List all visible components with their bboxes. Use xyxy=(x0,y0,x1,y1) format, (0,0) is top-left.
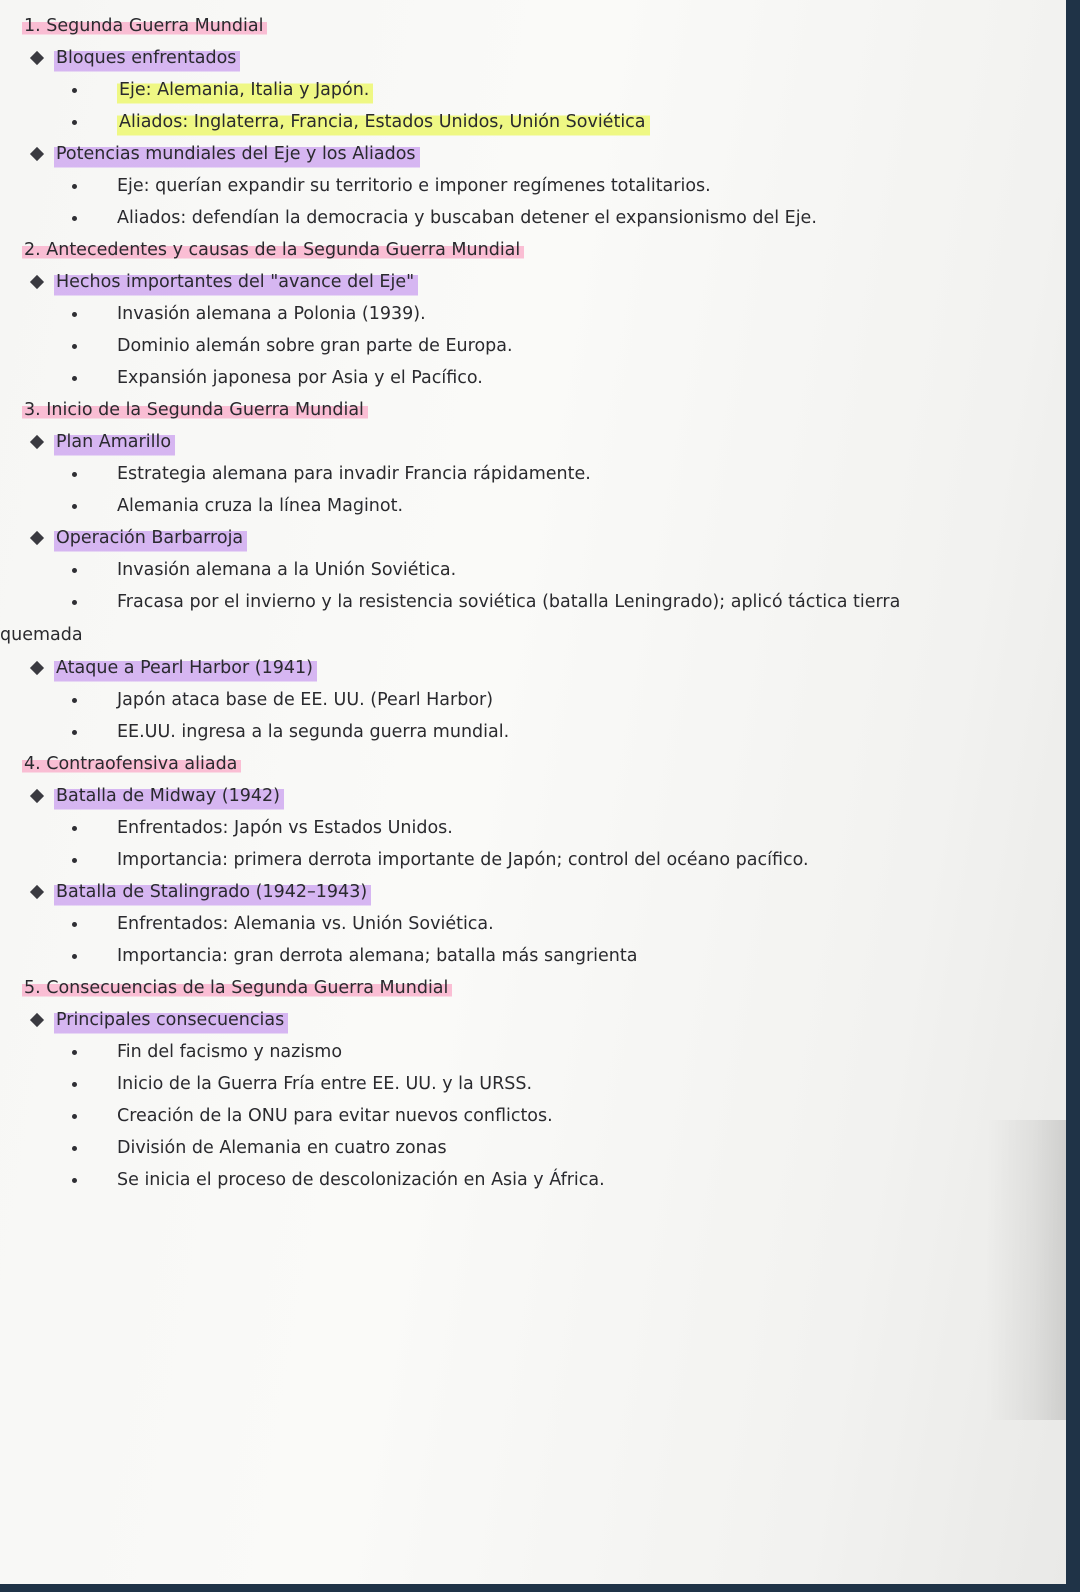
list-item xyxy=(72,202,1066,234)
list-item xyxy=(72,844,1066,876)
section-title xyxy=(22,10,1066,42)
dot-bullet-icon xyxy=(72,1050,77,1055)
list-item-continuation: quemada xyxy=(0,625,83,645)
subsection-heading xyxy=(28,138,1066,170)
section-title-text: 5. Consecuencias de la Segunda Guerra Mundial xyxy=(22,978,452,998)
section-title-text: 1. Segunda Guerra Mundial xyxy=(22,16,267,36)
list-item xyxy=(72,1100,1066,1132)
list-item xyxy=(72,554,1066,586)
list-item-text: Invasión alemana a Polonia (1939). xyxy=(117,304,426,324)
dot-bullet-icon xyxy=(72,698,77,703)
section xyxy=(0,394,1066,748)
diamond-bullet-icon xyxy=(30,661,44,675)
dot-bullet-icon xyxy=(72,826,77,831)
subsection-title: Plan Amarillo xyxy=(54,426,175,458)
diamond-bullet-icon xyxy=(30,147,44,161)
list-item xyxy=(72,586,1066,618)
list-item xyxy=(72,812,1066,844)
dot-bullet-icon xyxy=(72,216,77,221)
list-item xyxy=(72,330,1066,362)
list-item-text: Eje: Alemania, Italia y Japón. xyxy=(117,74,373,106)
list-item-text: Se inicia el proceso de descolonización en Asia y África. xyxy=(117,1170,605,1190)
dot-bullet-icon xyxy=(72,184,77,189)
list-item xyxy=(72,1164,1066,1196)
list-item-text: Expansión japonesa por Asia y el Pacífico. xyxy=(117,368,483,388)
section xyxy=(22,972,1066,1196)
list-item-text: Importancia: primera derrota importante de Japón; control del océano pacífico. xyxy=(117,850,809,870)
list-item-text: Inicio de la Guerra Fría entre EE. UU. y la URSS. xyxy=(117,1074,533,1094)
list-item-text: Aliados: defendían la democracia y buscaban detener el expansionismo del Eje. xyxy=(117,208,817,228)
subsection-heading xyxy=(28,266,1066,298)
diamond-bullet-icon xyxy=(30,275,44,289)
list-item xyxy=(72,908,1066,940)
list-item-text: Invasión alemana a la Unión Soviética. xyxy=(117,560,457,580)
dot-bullet-icon xyxy=(72,730,77,735)
list-item-text: División de Alemania en cuatro zonas xyxy=(117,1138,447,1158)
list-item xyxy=(72,684,1066,716)
section-title xyxy=(22,234,1066,266)
section-title xyxy=(22,748,1066,780)
list-item-text: Fracasa por el invierno y la resistencia soviética (batalla Leningrado); aplicó táctica tierra xyxy=(117,592,901,612)
subsection-title: Potencias mundiales del Eje y los Aliados xyxy=(54,138,420,170)
dot-bullet-icon xyxy=(72,1082,77,1087)
list-item-text: Enfrentados: Japón vs Estados Unidos. xyxy=(117,818,453,838)
subsection-heading xyxy=(28,522,1066,554)
list-item-text: Importancia: gran derrota alemana; batalla más sangrienta xyxy=(117,946,638,966)
list-item xyxy=(72,490,1066,522)
list-item xyxy=(72,1036,1066,1068)
subsection-heading xyxy=(28,426,1066,458)
subsection-title: Batalla de Stalingrado (1942–1943) xyxy=(54,876,371,908)
dot-bullet-icon xyxy=(72,858,77,863)
dot-bullet-icon xyxy=(72,568,77,573)
list-item-text: Estrategia alemana para invadir Francia rápidamente. xyxy=(117,464,591,484)
diamond-bullet-icon xyxy=(30,435,44,449)
diamond-bullet-icon xyxy=(30,789,44,803)
list-item-text: Eje: querían expandir su territorio e imponer regímenes totalitarios. xyxy=(117,176,711,196)
dot-bullet-icon xyxy=(72,1114,77,1119)
subsection-heading xyxy=(28,780,1066,812)
list-item xyxy=(72,1132,1066,1164)
dot-bullet-icon xyxy=(72,922,77,927)
section xyxy=(22,234,1066,394)
dot-bullet-icon xyxy=(72,600,77,605)
subsection-heading xyxy=(28,652,1066,684)
dot-bullet-icon xyxy=(72,504,77,509)
list-item xyxy=(72,716,1066,748)
subsection-title: Ataque a Pearl Harbor (1941) xyxy=(54,652,317,684)
dot-bullet-icon xyxy=(72,1146,77,1151)
list-item xyxy=(72,1068,1066,1100)
list-item-text: EE.UU. ingresa a la segunda guerra mundial. xyxy=(117,722,510,742)
dot-bullet-icon xyxy=(72,1178,77,1183)
list-item xyxy=(72,458,1066,490)
section-title xyxy=(22,394,1066,426)
section xyxy=(22,748,1066,972)
dot-bullet-icon xyxy=(72,88,77,93)
subsection-title: Hechos importantes del "avance del Eje" xyxy=(54,266,418,298)
subsection-title: Batalla de Midway (1942) xyxy=(54,780,284,812)
list-item-text: Creación de la ONU para evitar nuevos conflictos. xyxy=(117,1106,553,1126)
section xyxy=(22,10,1066,234)
subsection-heading xyxy=(28,42,1066,74)
list-item-text: Japón ataca base de EE. UU. (Pearl Harbor) xyxy=(117,690,494,710)
list-item-text: Aliados: Inglaterra, Francia, Estados Unidos, Unión Soviética xyxy=(117,106,650,138)
list-item xyxy=(72,106,1066,138)
dot-bullet-icon xyxy=(72,376,77,381)
subsection-title: Principales consecuencias xyxy=(54,1004,288,1036)
section-title-text: 4. Contraofensiva aliada xyxy=(22,754,241,774)
list-item xyxy=(72,170,1066,202)
list-item xyxy=(72,298,1066,330)
dot-bullet-icon xyxy=(72,312,77,317)
section-title xyxy=(22,972,1066,1004)
diamond-bullet-icon xyxy=(30,885,44,899)
diamond-bullet-icon xyxy=(30,51,44,65)
list-item xyxy=(72,74,1066,106)
diamond-bullet-icon xyxy=(30,1013,44,1027)
list-item xyxy=(72,362,1066,394)
list-item-text: Fin del facismo y nazismo xyxy=(117,1042,343,1062)
subsection-heading xyxy=(28,876,1066,908)
dot-bullet-icon xyxy=(72,344,77,349)
subsection-title: Operación Barbarroja xyxy=(54,522,247,554)
list-item xyxy=(72,940,1066,972)
dot-bullet-icon xyxy=(72,472,77,477)
diamond-bullet-icon xyxy=(30,531,44,545)
section-title-text: 2. Antecedentes y causas de la Segunda Guerra Mundial xyxy=(22,240,524,260)
list-item-text: Enfrentados: Alemania vs. Unión Soviética. xyxy=(117,914,494,934)
subsection-heading xyxy=(28,1004,1066,1036)
subsection-title: Bloques enfrentados xyxy=(54,42,240,74)
notes-content xyxy=(0,10,1066,1196)
section-title-text: 3. Inicio de la Segunda Guerra Mundial xyxy=(22,400,368,420)
dot-bullet-icon xyxy=(72,120,77,125)
list-item-text: Alemania cruza la línea Maginot. xyxy=(117,496,404,516)
list-item-text: Dominio alemán sobre gran parte de Europa. xyxy=(117,336,513,356)
dot-bullet-icon xyxy=(72,954,77,959)
